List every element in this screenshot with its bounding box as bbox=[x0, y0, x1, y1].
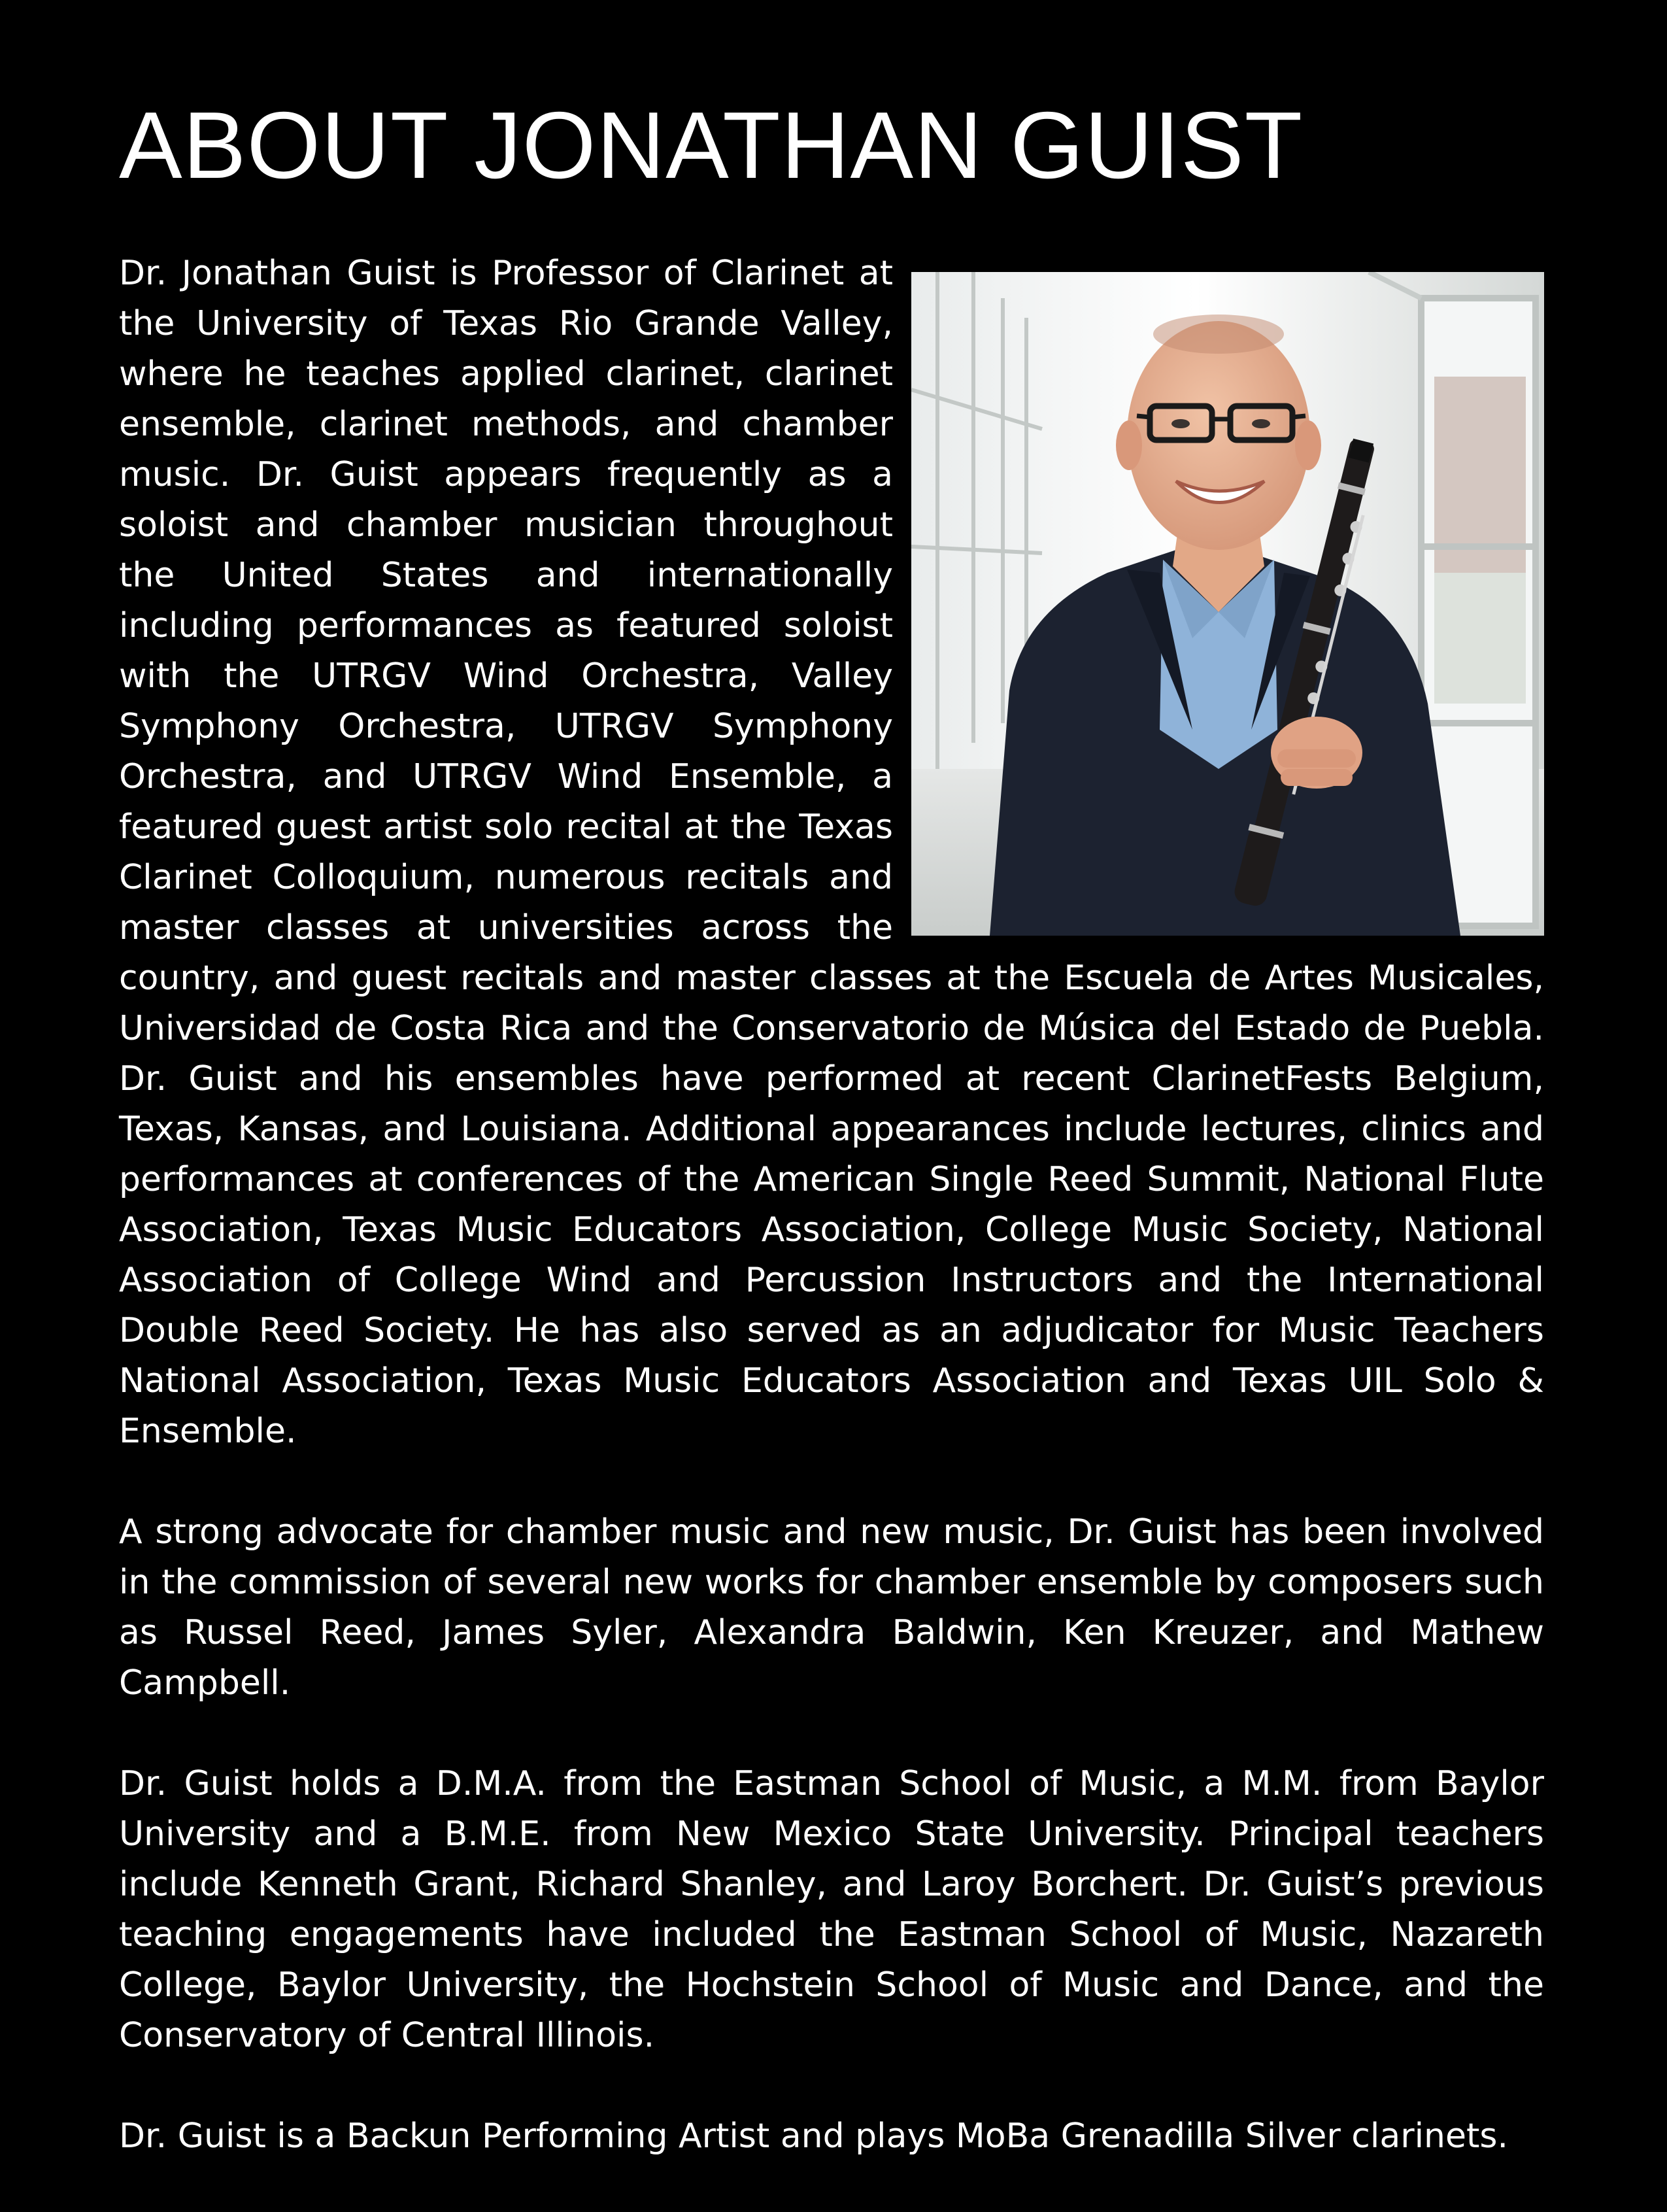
bio-content bbox=[119, 248, 1544, 2212]
portrait-photo bbox=[911, 272, 1544, 936]
bio-paragraph-1: Dr. Jonathan Guist is Professor of Clarinet at the University of Texas Rio Grande Valley, where he teaches applied clarinet, clarinet ensemble, clarinet methods, and chamber music. Dr. Guist appears frequently as a soloist and chamber musician throughout the United States and internationally including performances as featured soloist with the UTRGV Wind Orchestra, Valley Symphony Orchestra, UTRGV Symphony Orchestra, and UTRGV Wind Ensemble, a featured guest artist solo recital at the Texas Clarinet Colloquium, numerous recitals and master classes at universities across the country, and guest recitals and master classes at the Escuela de Artes Musicales, Universidad de Costa Rica and the Conservatorio de Música del Estado de Puebla. Dr. Guist and his ensembles have performed at recent ClarinetFests Belgium, Texas, Kansas, and Louisiana. Additional appearances include lectures, clinics and performances at conferences of the American Single Reed Summit, National Flute Association, Texas Music Educators Association, College Music Society, National Association of College Wind and Percussion Instructors and the International Double Reed Society. He has also served as an adjudicator for Music Teachers National Association, Texas Music Educators Association and Texas UIL Solo & Ensemble. bbox=[119, 254, 1544, 1451]
bio-paragraph-4: Dr. Guist is a Backun Performing Artist and plays MoBa Grenadilla Silver clarinets. bbox=[119, 2117, 1508, 2156]
page-title: ABOUT JONATHAN GUIST bbox=[119, 92, 1304, 198]
portrait-illustration bbox=[911, 272, 1544, 936]
bio-paragraph-3: Dr. Guist holds a D.M.A. from the Eastman School of Music, a M.M. from Baylor University and a B.M.E. from New Mexico State University. Principal teachers include Kenneth Grant, Richard Shanley, and Laroy Borchert. Dr. Guist’s previous teaching engagements have included the Eastman School of Music, Nazareth College, Baylor University, the Hochstein School of Music and Dance, and the Conservatory of Central Illinois. bbox=[119, 1764, 1544, 2055]
bio-paragraph-2: A strong advocate for chamber music and new music, Dr. Guist has been involved in the commission of several new works for chamber ensemble by composers such as Russel Reed, James Syler, Alexandra Baldwin, Ken Kreuzer, and Mathew Campbell. bbox=[119, 1512, 1544, 1703]
